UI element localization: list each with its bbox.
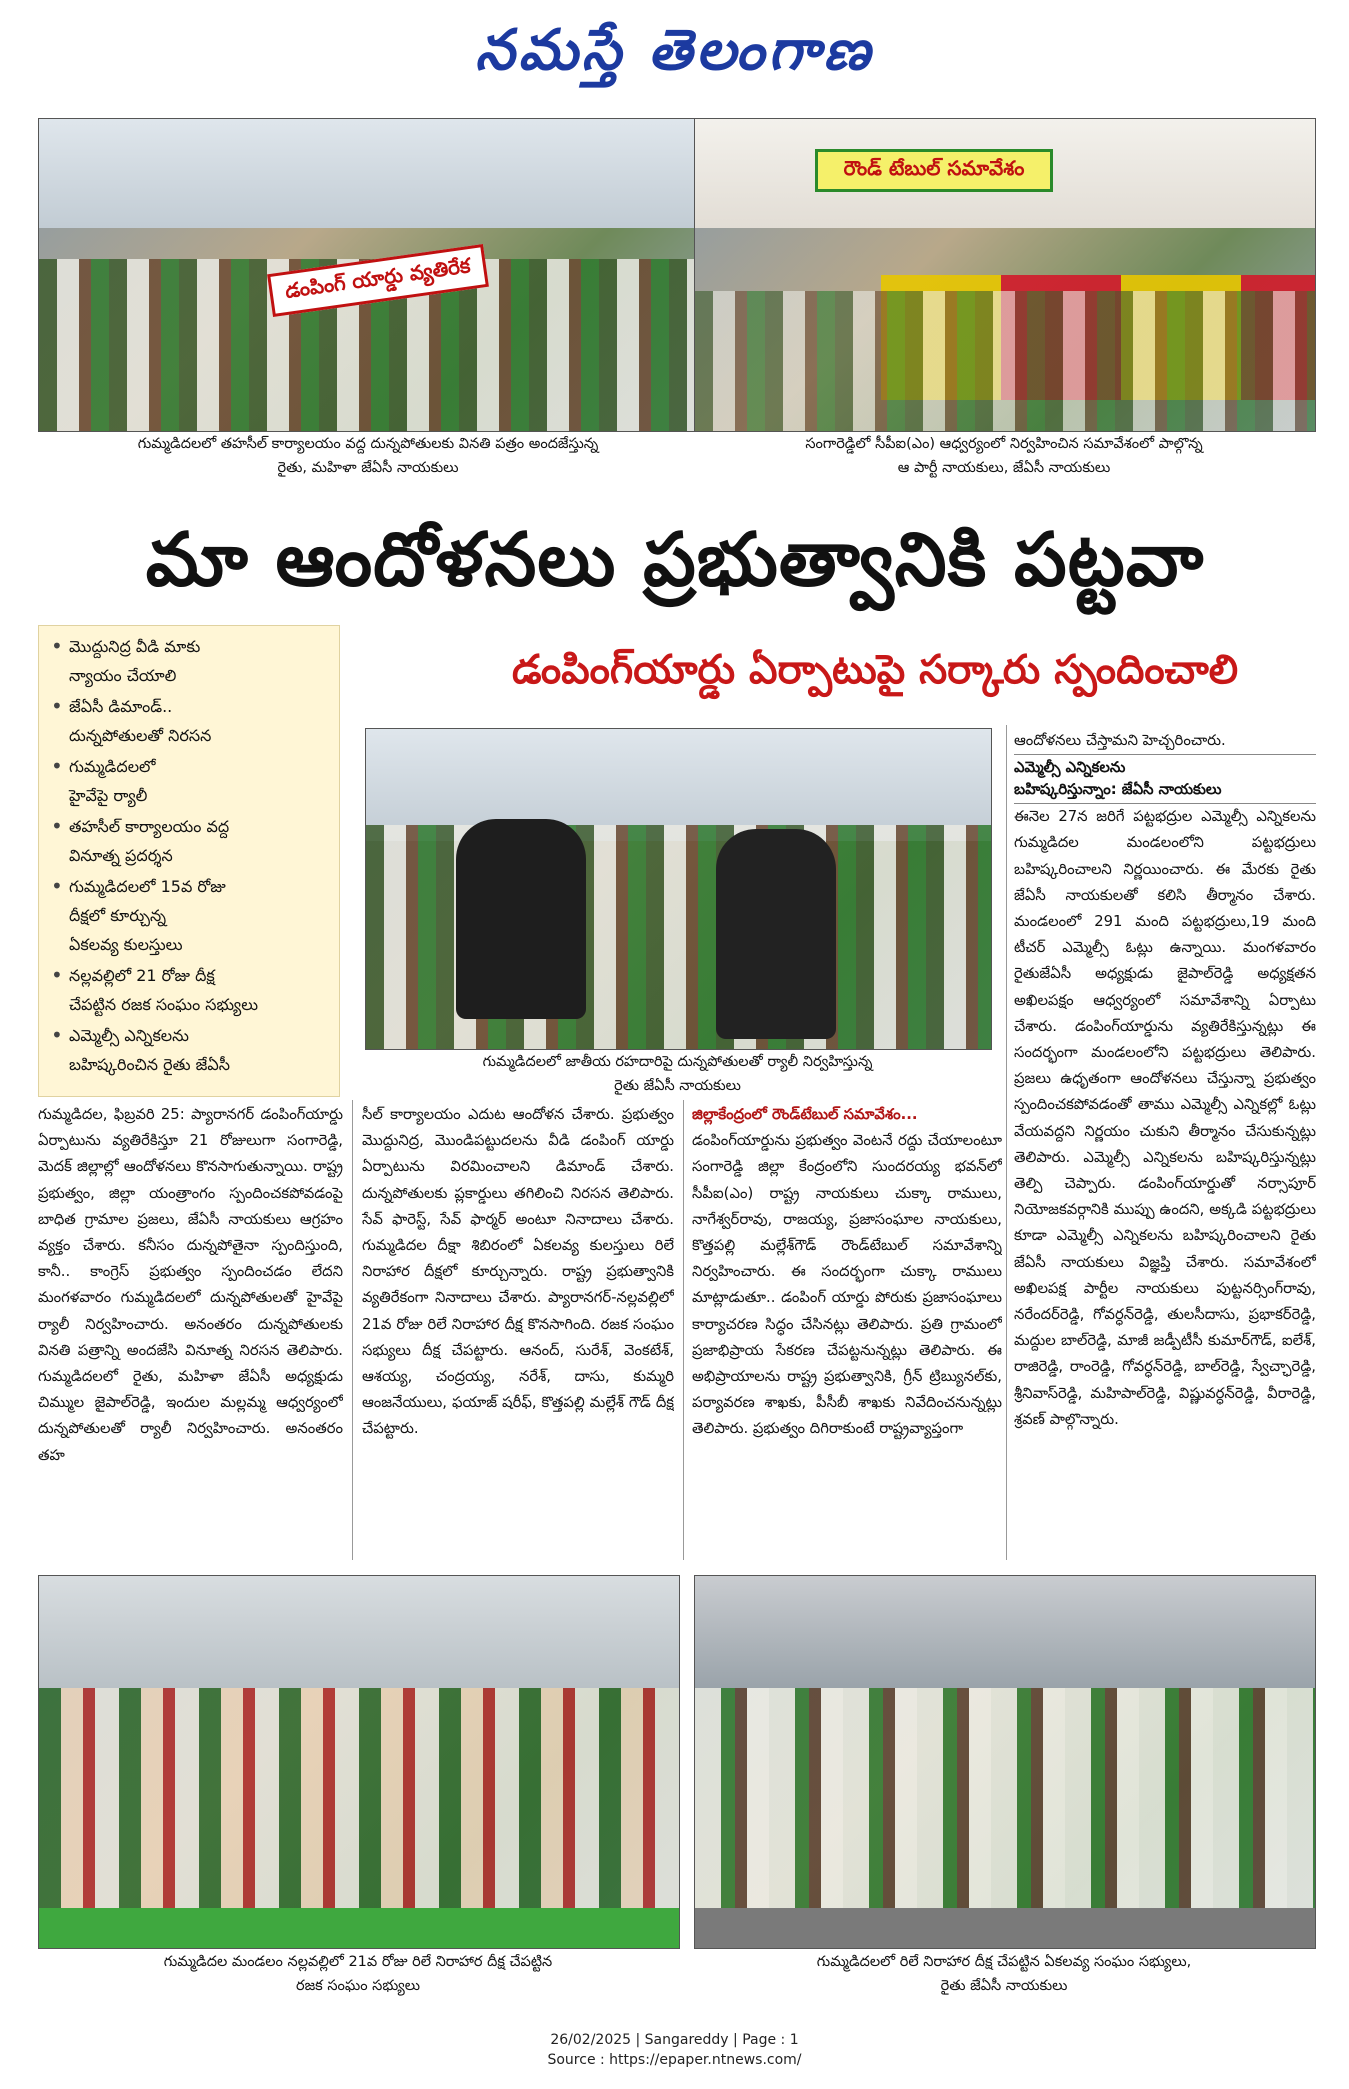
- caption-middle: [365, 1050, 990, 1098]
- highlight-item: [49, 1021, 331, 1079]
- article-text: సీల్ కార్యాలయం ఎదుట ఆందోళన చేశారు. ప్రభుత్వం మొద్దునిద్ర, మొండిపట్టుదలను వీడి డంపింగ్ యార్డు ఏర్పాటును విరమించాలని డిమాండ్ చేశారు. దున్నపోతులకు ప్లకార్డులు తగిలించి నిరసన తెలిపారు. సేవ్ ఫారెస్ట్, సేవ్ ఫార్మర్ అంటూ నినాదాలు చేశారు. గుమ్మడిదల దీక్షా శిబిరంలో ఏకలవ్య కులస్తులు రిలే నిరాహార దీక్షలో కూర్చున్నారు. రాష్ట్ర ప్రభుత్వానికి వ్యతిరేకంగా నినాదాలు చేశారు. ప్యారానగర్-నల్లవల్లిలో 21వ రోజు రిలే నిరాహార దీక్ష కొనసాగింది. రజక సంఘం సభ్యులు దీక్ష చేపట్టారు. ఆనంద్, సురేశ్, వెంకటేశ్, ఆశయ్య, చంద్రయ్య, నరేశ్, దాసు, కుమ్మరి ఆంజనేయులు, ఫయాజ్ షరీఫ్, కొత్తపల్లి మల్లేశ్ గౌడ్ దీక్ష చేపట్టారు.: [362, 1106, 674, 1438]
- photo-bottom-right: [694, 1575, 1316, 1949]
- highlight-item: [49, 961, 331, 1019]
- article-subtitle-line: ఎమ్మెల్సీ ఎన్నికలను: [1014, 759, 1126, 777]
- caption-line: రైతు జేఏసీ నాయకులు: [614, 1078, 741, 1094]
- footer-date-edition: 26/02/2025 | Sangareddy | Page : 1: [550, 2032, 799, 2048]
- highlight-item: [49, 872, 331, 959]
- highlight-line: దీక్షలో కూర్చున్న: [69, 906, 167, 925]
- caption-bottom-right: [694, 1950, 1314, 1998]
- highlight-item: [49, 812, 331, 870]
- article-subtitle: జిల్లాకేంద్రంలో రౌండ్‌టేబుల్ సమావేశం...: [692, 1106, 918, 1123]
- photo-top-right: [694, 118, 1316, 432]
- caption-top-right: [694, 432, 1314, 480]
- article-text: ఆందోళనలు చేస్తామని హెచ్చరించారు.: [1014, 732, 1226, 749]
- article-text: డంపింగ్‌యార్డును ప్రభుత్వం వెంటనే రద్దు చేయాలంటూ సంగారెడ్డి జిల్లా కేంద్రంలోని సుందరయ్య భవన్‌లో సీపీఐ(ఎం) రాష్ట్ర నాయకులు చుక్కా రాములు, నాగేశ్వర్‌రావు, రాజయ్య, ప్రజాసంఘాల నాయకులు, కొత్తపల్లి మల్లేశ్‌గౌడ్ రౌండ్‌టేబుల్ సమావేశాన్ని నిర్వహించారు. ఈ సందర్భంగా చుక్కా రాములు మాట్లాడుతూ.. డంపింగ్ యార్డు పోరుకు ప్రజాసంఘాలు కార్యాచరణ సిద్ధం చేసినట్లు తెలిపారు. ప్రతి గ్రామంలో ప్రజాభిప్రాయ సేకరణ చేపట్టనున్నట్లు తెలిపారు. ఈ అభిప్రాయాలను రాష్ట్ర ప్రభుత్వానికి, గ్రీన్ ట్రిబ్యునల్‌కు, పర్యావరణ శాఖకు, పీసీబీ శాఖకు నివేదించనున్నట్లు తెలిపారు. ప్రభుత్వం దిగిరాకుంటే రాష్ట్రవ్యాప్తంగా: [692, 1132, 1002, 1438]
- highlight-line: • ఎమ్మెల్సీ ఎన్నికలను: [69, 1026, 189, 1045]
- footer-source: Source : https://epaper.ntnews.com/: [547, 2052, 802, 2068]
- highlight-line: • గుమ్మడిదలలో 15వ రోజు: [69, 877, 226, 896]
- article-column-3: [692, 1102, 1002, 1562]
- page-footer: [0, 2030, 1349, 2070]
- caption-line: సంగారెడ్డిలో సీపీఐ(ఎం) ఆధ్వర్యంలో నిర్వహించిన సమావేశంలో పాల్గొన్న: [805, 436, 1203, 452]
- subheadline: డంపింగ్‌యార్డు ఏర్పాటుపై సర్కారు స్పందించాలి: [511, 647, 1239, 693]
- article-subtitle: [1014, 754, 1316, 804]
- highlight-line: న్యాయం చేయాలి: [69, 666, 177, 685]
- photo-middle: [365, 728, 992, 1050]
- highlight-line: • మొద్దునిద్ర వీడి మాకు: [69, 637, 201, 656]
- article-subtitle-line: బహిష్కరిస్తున్నాం: జేఏసీ నాయకులు: [1014, 781, 1222, 799]
- article-column-2: [362, 1102, 674, 1562]
- caption-line: గుమ్మడిదలలో జాతీయ రహదారిపై దున్నపోతులతో ర్యాలీ నిర్వహిస్తున్న: [482, 1054, 873, 1070]
- highlight-line: ఏకలవ్య కులస్తులు: [69, 935, 183, 954]
- newspaper-logo: నమస్తే తెలంగాణ: [475, 17, 874, 83]
- highlights-list: [39, 626, 339, 1079]
- highlight-line: • జేఏసీ డిమాండ్..: [69, 697, 173, 716]
- caption-line: గుమ్మడిదలలో తహసీల్ కార్యాలయం వద్ద దున్నపోతులకు వినతి పత్రం అందజేస్తున్న: [137, 436, 599, 452]
- highlight-line: • తహసీల్ కార్యాలయం వద్ద: [69, 817, 230, 836]
- headline: మా ఆందోళనలు ప్రభుత్వానికి పట్టవా: [145, 517, 1205, 603]
- caption-line: ఆ పార్టీ నాయకులు, జేఏసీ నాయకులు: [897, 460, 1111, 476]
- photo-bottom-left: [38, 1575, 680, 1949]
- caption-line: గుమ్మడిదలలో రిలే నిరాహార దీక్ష చేపట్టిన ఏకలవ్య సంఘం సభ్యులు,: [816, 1954, 1192, 1970]
- masthead: [0, 0, 1349, 100]
- highlight-line: • నల్లవల్లిలో 21 రోజు దీక్ష: [69, 966, 215, 985]
- article-text: ఈనెల 27న జరిగే పట్టభద్రుల ఎమ్మెల్సీ ఎన్నికలను గుమ్మడిదల మండలంలోని పట్టభద్రులు బహిష్కరించాలని నిర్ణయించారు. ఈ మేరకు రైతు జేఏసీ నాయకులతో కలిసి తీర్మానం చేశారు. మండలంలో 291 మంది పట్టభద్రులు,19 మంది టీచర్ ఎమ్మెల్సీ ఓట్లు ఉన్నాయి. మంగళవారం రైతుజేఏసీ అధ్యక్షుడు జైపాల్‌రెడ్డి అధ్యక్షతన అఖిలపక్షం ఆధ్వర్యంలో సమావేశాన్ని ఏర్పాటు చేశారు. డంపింగ్‌యార్డును వ్యతిరేకిస్తున్నట్లు ఈ సందర్భంగా మండలంలోని పట్టభద్రులు తెలిపారు. ప్రజలు ఉధృతంగా ఆందోళనలు చేస్తున్నా ప్రభుత్వం స్పందించకపోవడంతో తాము ఎమ్మెల్సీ ఎన్నికల్లో ఓట్లు వేయవద్దని నిర్ణయం చుకుని తీర్మానం చేసుకున్నట్లు తెలిపారు. ఎమ్మెల్సీ ఎన్నికలను బహిష్కరిస్తున్నట్లు తెల్పి చెప్పారు. డంపింగ్‌యార్డుతో నర్సాపూర్ నియోజకవర్గానికి ముప్పు ఉందని, అక్కడి పట్టభద్రులు కూడా ఎమ్మెల్సీ ఎన్నికలను బహిష్కరించాలని రైతు జేఏసీ నాయకులు విజ్ఞప్తి చేశారు. సమావేశంలో అఖిలపక్ష పార్టీల నాయకులు పుట్టనర్సింగ్‌రావు, నరేందర్‌రెడ్డి, గోవర్ధన్‌రెడ్డి, తులసీదాసు, ప్రభాకర్‌రెడ్డి, మద్దుల బాల్‌రెడ్డి, మాజీ జడ్పీటీసీ కుమార్‌గౌడ్, ఐలేశ్, రాజిరెడ్డి, రాంరెడ్డి, గోవర్ధన్‌రెడ్డి, బాల్‌రెడ్డి, స్వేచ్ఛారెడ్డి, శ్రీనివాస్‌రెడ్డి, మహిపాల్‌రెడ్డి, విష్ణువర్ధన్‌రెడ్డి, వీరారెడ్డి, శ్రవణ్ పాల్గొన్నారు.: [1014, 808, 1316, 1428]
- caption-line: రైతు, మహిళా జేఏసీ నాయకులు: [277, 460, 459, 476]
- highlight-line: బహిష్కరించిన రైతు జేఏసీ: [69, 1055, 230, 1074]
- photo-banner: రౌండ్ టేబుల్ సమావేశం: [815, 149, 1053, 192]
- caption-line: గుమ్మడిదల మండలం నల్లవల్లిలో 21వ రోజు రిలే నిరాహార దీక్ష చేపట్టిన: [163, 1954, 553, 1970]
- article-text: గుమ్మడిదల, ఫిబ్రవరి 25: ప్యారానగర్ డంపింగ్‌యార్డు ఏర్పాటును వ్యతిరేకిస్తూ 21 రోజులుగా సంగారెడ్డి, మెదక్ జిల్లాల్లో ఆందోళనలు కొనసాగుతున్నాయి. రాష్ట్ర ప్రభుత్వం, జిల్లా యంత్రాంగం స్పందించకపోవడంపై బాధిత గ్రామాల ప్రజలు, జేఏసీ నాయకులు ఆగ్రహం వ్యక్తం చేశారు. కనీసం దున్నపోతైనా స్పందిస్తుంది, కానీ.. కాంగ్రెస్ ప్రభుత్వం స్పందించడం లేదని మంగళవారం గుమ్మడిదలలో దున్నపోతులతో హైవేపై ర్యాలీ నిర్వహించారు. అనంతరం దున్నపోతులకు వినతి పత్రాన్ని అందజేసి వినూత్న నిరసన తెలిపారు. గుమ్మడిదలలో రైతు, మహిళా జేఏసీ అధ్యక్షుడు చిమ్ముల జైపాల్‌రెడ్డి, ఇందుల మల్లమ్మ ఆధ్వర్యంలో దున్నపోతులతో ర్యాలీ నిర్వహించారు. అనంతరం తహ: [38, 1106, 343, 1464]
- highlight-line: చేపట్టిన రజక సంఘం సభ్యులు: [69, 995, 259, 1014]
- highlight-item: [49, 632, 331, 690]
- highlight-item: [49, 752, 331, 810]
- caption-line: రైతు జేఏసీ నాయకులు: [940, 1978, 1068, 1994]
- caption-top-left: [38, 432, 698, 480]
- photo-banner: డంపింగ్ యార్డు వ్యతిరేక: [267, 244, 489, 317]
- caption-bottom-left: [38, 1950, 678, 1998]
- photo-top-left: [38, 118, 700, 432]
- caption-line: రజక సంఘం సభ్యులు: [295, 1978, 421, 1994]
- highlight-line: వినూత్న ప్రదర్శన: [69, 846, 173, 865]
- article-column-4: [1014, 728, 1316, 1563]
- highlights-box: [38, 625, 340, 1097]
- highlight-line: దున్నపోతులతో నిరసన: [69, 726, 212, 745]
- highlight-line: హైవేపై ర్యాలీ: [69, 786, 148, 805]
- article-column-1: [38, 1102, 343, 1562]
- highlight-item: [49, 692, 331, 750]
- highlight-line: • గుమ్మడిదలలో: [69, 757, 156, 776]
